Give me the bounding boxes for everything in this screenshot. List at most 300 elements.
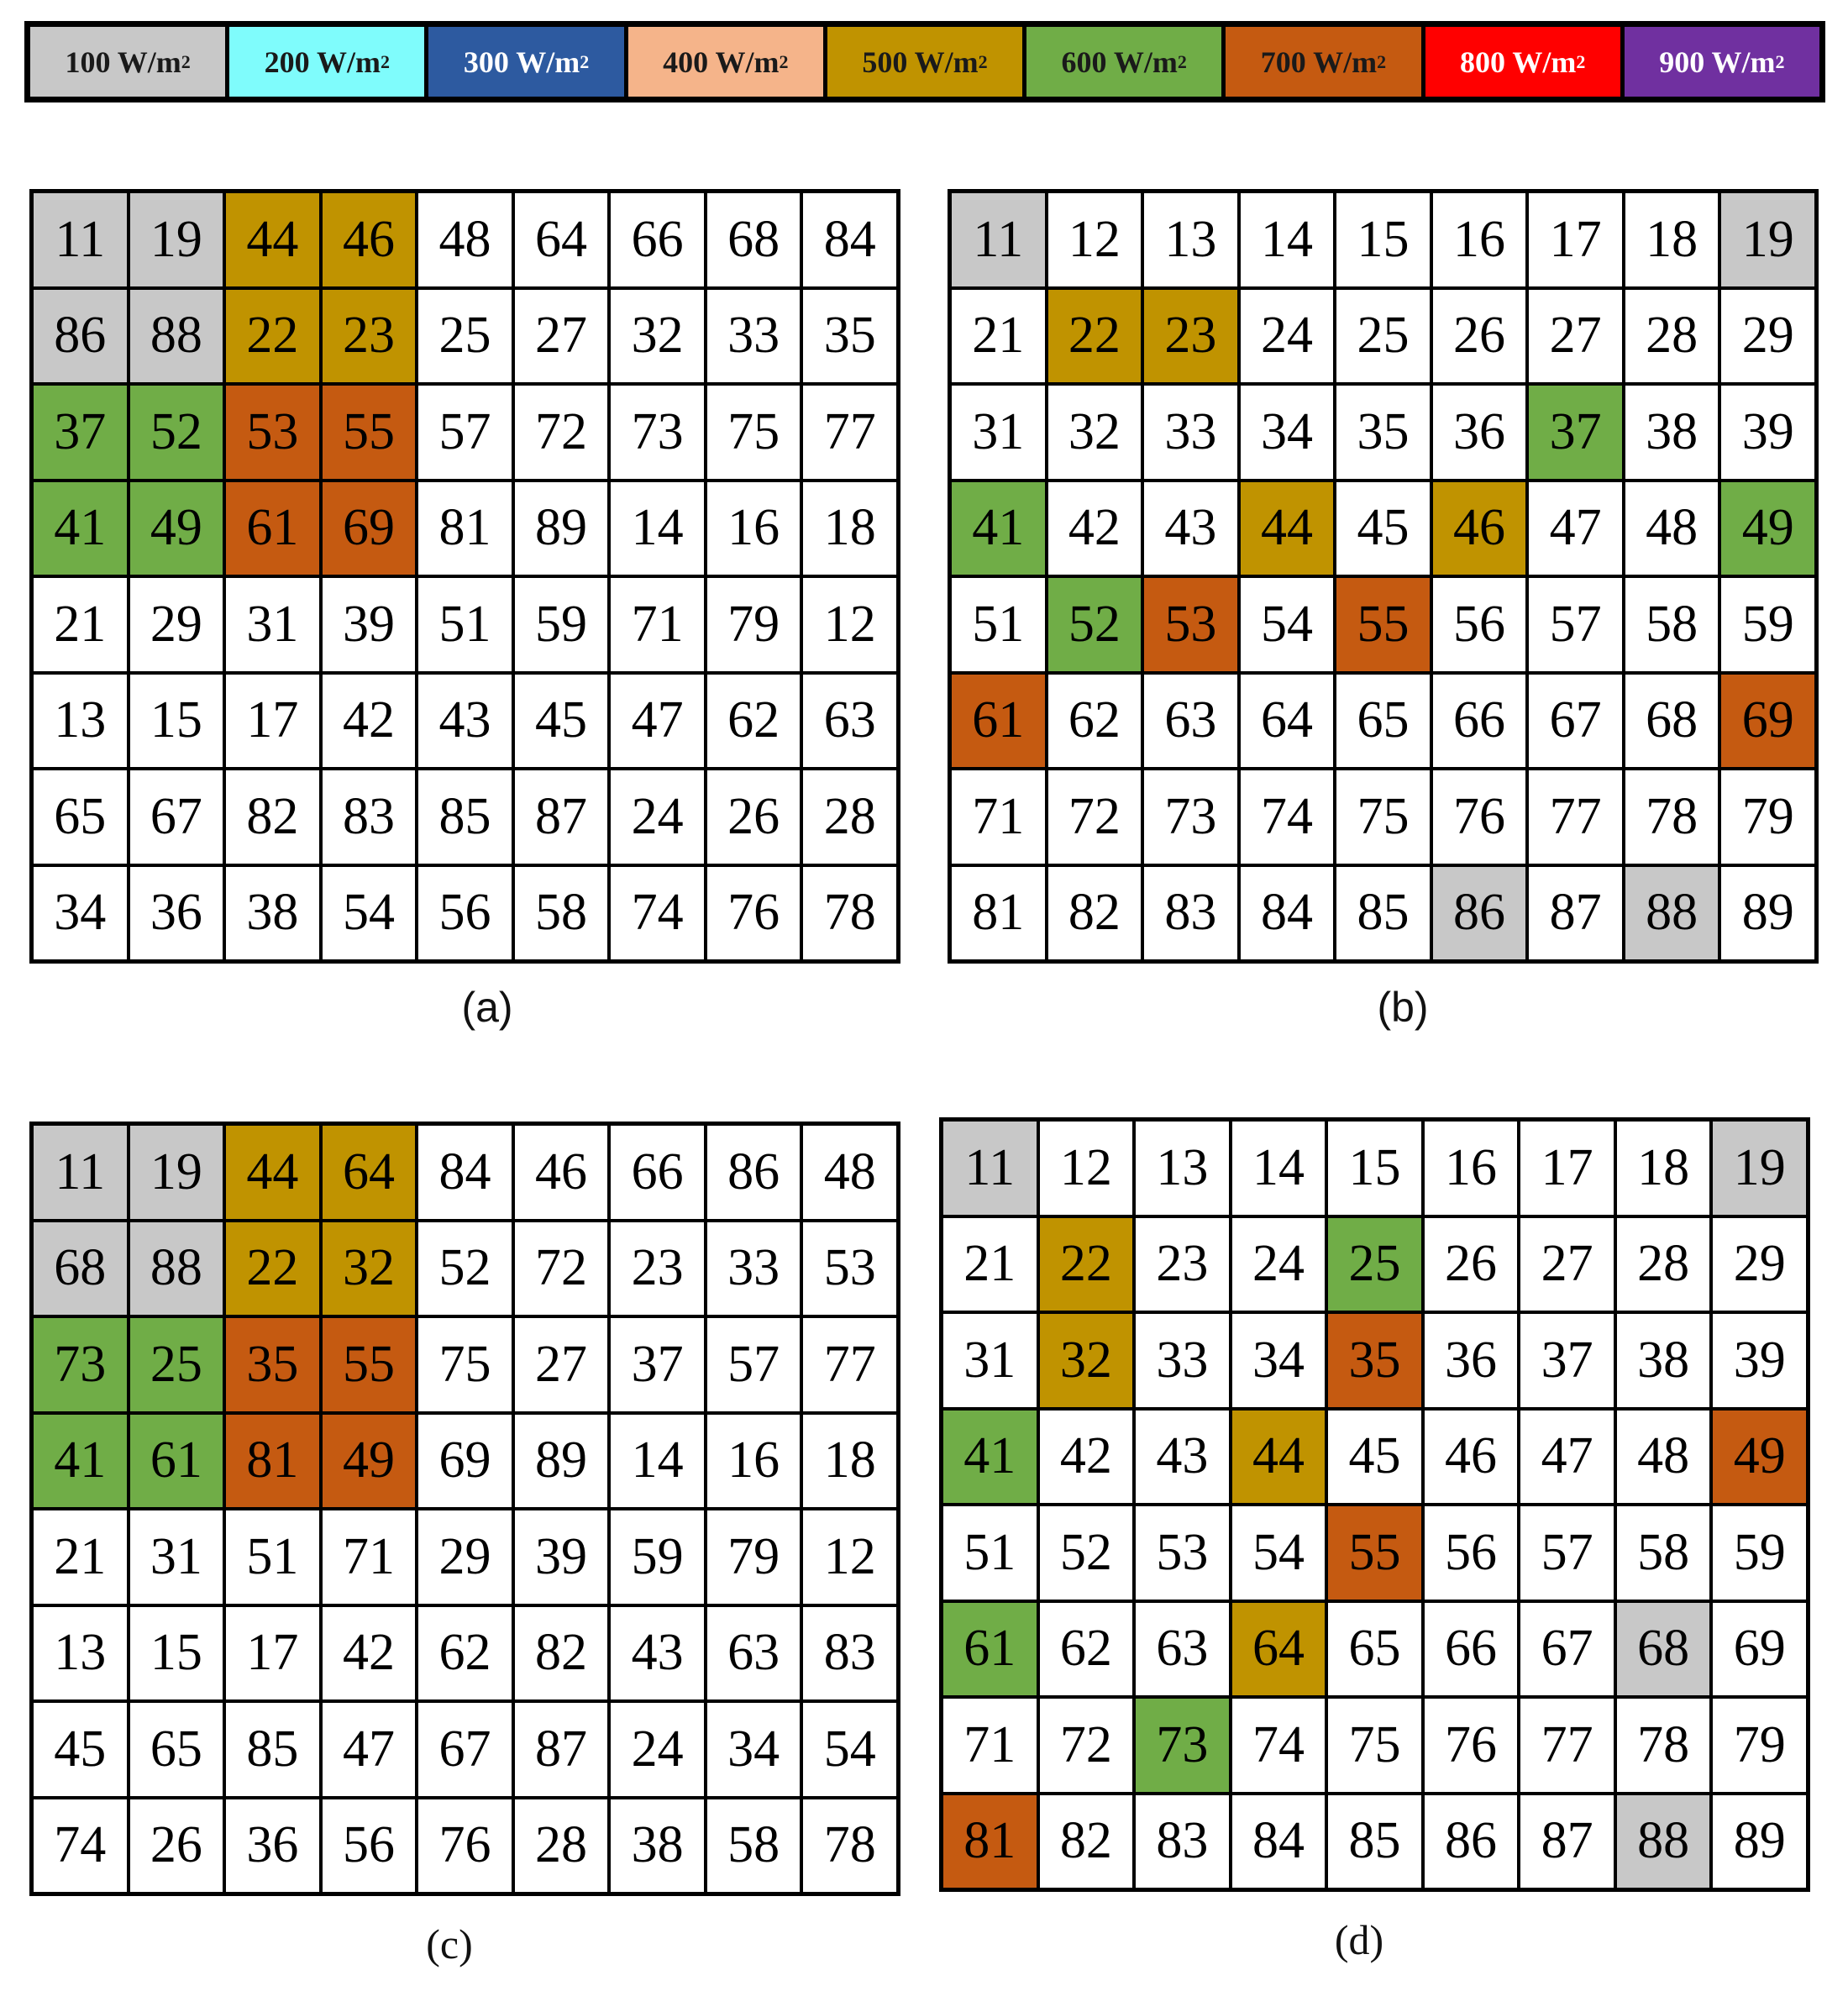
module-cell: 35 — [1336, 386, 1430, 479]
module-cell: 61 — [226, 482, 319, 575]
module-cell: 56 — [1425, 1506, 1518, 1600]
caption-b: (b) — [1377, 984, 1429, 1031]
module-cell: 27 — [1520, 1218, 1614, 1311]
module-cell: 45 — [1336, 482, 1430, 575]
legend-item: 200 W/m 2 — [229, 27, 424, 97]
module-cell: 58 — [707, 1799, 801, 1893]
module-cell: 68 — [1617, 1603, 1710, 1696]
module-cell: 16 — [1433, 193, 1526, 286]
module-cell: 69 — [418, 1415, 512, 1508]
module-cell: 18 — [1617, 1122, 1710, 1215]
module-cell: 43 — [418, 675, 512, 768]
legend-item: 700 W/m 2 — [1226, 27, 1420, 97]
module-cell: 88 — [1625, 867, 1719, 960]
module-cell: 76 — [1425, 1699, 1518, 1792]
module-cell: 86 — [34, 290, 127, 383]
module-cell: 72 — [1040, 1699, 1133, 1792]
module-cell: 33 — [1136, 1314, 1229, 1407]
legend-item: 600 W/m 2 — [1026, 27, 1221, 97]
panel-grid-d — [939, 1117, 1810, 1892]
module-cell: 33 — [1144, 386, 1237, 479]
module-cell: 65 — [130, 1703, 223, 1796]
module-cell: 31 — [943, 1314, 1037, 1407]
module-cell: 11 — [34, 1126, 127, 1219]
legend-label: 900 W/m — [1659, 45, 1776, 79]
module-cell: 78 — [1625, 770, 1719, 864]
module-cell: 71 — [611, 578, 704, 671]
module-cell: 69 — [1721, 675, 1814, 768]
module-cell: 61 — [952, 675, 1045, 768]
module-cell: 56 — [418, 867, 512, 960]
module-cell: 76 — [418, 1799, 512, 1893]
module-cell: 24 — [611, 770, 704, 864]
module-cell: 79 — [1721, 770, 1814, 864]
module-cell: 13 — [1144, 193, 1237, 286]
module-cell: 23 — [1136, 1218, 1229, 1311]
module-cell: 83 — [323, 770, 416, 864]
module-cell: 55 — [1336, 578, 1430, 671]
module-cell: 36 — [226, 1799, 319, 1893]
module-cell: 44 — [1241, 482, 1334, 575]
module-cell: 76 — [707, 867, 801, 960]
module-cell: 25 — [1336, 290, 1430, 383]
module-cell: 61 — [943, 1603, 1037, 1696]
module-cell: 31 — [952, 386, 1045, 479]
module-cell: 54 — [323, 867, 416, 960]
module-cell: 62 — [418, 1607, 512, 1700]
module-cell: 71 — [952, 770, 1045, 864]
module-cell: 19 — [1721, 193, 1814, 286]
module-cell: 89 — [1713, 1795, 1806, 1889]
module-cell: 82 — [1048, 867, 1142, 960]
module-cell: 85 — [418, 770, 512, 864]
module-cell: 19 — [130, 1126, 223, 1219]
module-cell: 23 — [323, 290, 416, 383]
module-cell: 51 — [418, 578, 512, 671]
module-cell: 77 — [1529, 770, 1622, 864]
module-cell: 64 — [515, 193, 608, 286]
module-cell: 75 — [418, 1318, 512, 1411]
module-cell: 88 — [1617, 1795, 1710, 1889]
module-cell: 55 — [1328, 1506, 1421, 1600]
module-cell: 42 — [1048, 482, 1142, 575]
module-cell: 17 — [226, 675, 319, 768]
module-cell: 66 — [611, 193, 704, 286]
module-cell: 57 — [1529, 578, 1622, 671]
module-cell: 81 — [226, 1415, 319, 1508]
module-cell: 37 — [1529, 386, 1622, 479]
module-cell: 72 — [515, 1222, 608, 1316]
module-cell: 37 — [34, 386, 127, 479]
module-cell: 34 — [707, 1703, 801, 1796]
module-cell: 67 — [1520, 1603, 1614, 1696]
module-cell: 81 — [418, 482, 512, 575]
module-cell: 77 — [803, 386, 896, 479]
module-cell: 11 — [943, 1122, 1037, 1215]
module-cell: 29 — [1713, 1218, 1806, 1311]
module-cell: 38 — [226, 867, 319, 960]
module-cell: 36 — [1433, 386, 1526, 479]
module-cell: 51 — [952, 578, 1045, 671]
module-cell: 46 — [1433, 482, 1526, 575]
module-cell: 62 — [1048, 675, 1142, 768]
module-cell: 63 — [707, 1607, 801, 1700]
module-cell: 17 — [1520, 1122, 1614, 1215]
legend-item: 500 W/m 2 — [827, 27, 1022, 97]
module-cell: 73 — [1136, 1699, 1229, 1792]
module-cell: 85 — [1336, 867, 1430, 960]
legend-label: 600 W/m — [1061, 45, 1178, 79]
module-cell: 46 — [515, 1126, 608, 1219]
module-cell: 86 — [707, 1126, 801, 1219]
module-cell: 59 — [1721, 578, 1814, 671]
module-cell: 29 — [130, 578, 223, 671]
module-cell: 54 — [1241, 578, 1334, 671]
module-cell: 45 — [515, 675, 608, 768]
module-cell: 18 — [1625, 193, 1719, 286]
module-cell: 64 — [1241, 675, 1334, 768]
module-cell: 66 — [1433, 675, 1526, 768]
module-cell: 21 — [34, 578, 127, 671]
module-cell: 84 — [418, 1126, 512, 1219]
module-cell: 13 — [1136, 1122, 1229, 1215]
module-cell: 53 — [226, 386, 319, 479]
legend-item: 400 W/m 2 — [628, 27, 823, 97]
module-cell: 47 — [611, 675, 704, 768]
module-cell: 47 — [323, 1703, 416, 1796]
module-cell: 53 — [1144, 578, 1237, 671]
module-cell: 74 — [611, 867, 704, 960]
module-cell: 17 — [226, 1607, 319, 1700]
module-cell: 35 — [1328, 1314, 1421, 1407]
module-cell: 55 — [323, 1318, 416, 1411]
module-cell: 38 — [1617, 1314, 1710, 1407]
module-cell: 39 — [323, 578, 416, 671]
module-cell: 84 — [1232, 1795, 1326, 1889]
caption-a: (a) — [461, 984, 513, 1031]
module-cell: 16 — [1425, 1122, 1518, 1215]
module-cell: 39 — [515, 1510, 608, 1604]
module-cell: 34 — [1241, 386, 1334, 479]
module-cell: 82 — [515, 1607, 608, 1700]
legend-label: 300 W/m — [463, 45, 580, 79]
module-cell: 66 — [1425, 1603, 1518, 1696]
module-cell: 48 — [803, 1126, 896, 1219]
module-cell: 78 — [803, 867, 896, 960]
module-cell: 63 — [803, 675, 896, 768]
module-cell: 18 — [803, 1415, 896, 1508]
module-cell: 68 — [707, 193, 801, 286]
module-cell: 75 — [707, 386, 801, 479]
module-cell: 83 — [1136, 1795, 1229, 1889]
panel-grid-b — [948, 189, 1819, 964]
module-cell: 44 — [1232, 1411, 1326, 1504]
module-cell: 57 — [1520, 1506, 1614, 1600]
module-cell: 82 — [226, 770, 319, 864]
module-cell: 76 — [1433, 770, 1526, 864]
module-cell: 25 — [418, 290, 512, 383]
module-cell: 26 — [1433, 290, 1526, 383]
module-cell: 12 — [803, 578, 896, 671]
module-cell: 75 — [1328, 1699, 1421, 1792]
module-cell: 43 — [1144, 482, 1237, 575]
module-cell: 14 — [1232, 1122, 1326, 1215]
module-cell: 52 — [130, 386, 223, 479]
module-cell: 19 — [1713, 1122, 1806, 1215]
module-cell: 74 — [1241, 770, 1334, 864]
module-cell: 89 — [515, 1415, 608, 1508]
module-cell: 63 — [1144, 675, 1237, 768]
module-cell: 22 — [226, 290, 319, 383]
module-cell: 77 — [1520, 1699, 1614, 1792]
module-cell: 53 — [803, 1222, 896, 1316]
module-cell: 52 — [1040, 1506, 1133, 1600]
module-cell: 13 — [34, 675, 127, 768]
module-cell: 78 — [1617, 1699, 1710, 1792]
module-cell: 59 — [515, 578, 608, 671]
module-cell: 58 — [515, 867, 608, 960]
legend-label: 800 W/m — [1459, 45, 1577, 79]
module-cell: 62 — [707, 675, 801, 768]
module-cell: 15 — [130, 1607, 223, 1700]
module-cell: 61 — [130, 1415, 223, 1508]
module-cell: 41 — [943, 1411, 1037, 1504]
module-cell: 44 — [226, 1126, 319, 1219]
module-cell: 79 — [1713, 1699, 1806, 1792]
legend-item: 300 W/m 2 — [428, 27, 623, 97]
module-cell: 78 — [803, 1799, 896, 1893]
module-cell: 87 — [1529, 867, 1622, 960]
module-cell: 87 — [515, 770, 608, 864]
module-cell: 42 — [323, 1607, 416, 1700]
module-cell: 86 — [1433, 867, 1526, 960]
module-cell: 65 — [1328, 1603, 1421, 1696]
module-cell: 57 — [707, 1318, 801, 1411]
module-cell: 51 — [226, 1510, 319, 1604]
module-cell: 37 — [1520, 1314, 1614, 1407]
module-cell: 49 — [130, 482, 223, 575]
module-cell: 67 — [1529, 675, 1622, 768]
module-cell: 15 — [130, 675, 223, 768]
module-cell: 67 — [418, 1703, 512, 1796]
module-cell: 32 — [611, 290, 704, 383]
module-cell: 35 — [803, 290, 896, 383]
module-cell: 31 — [130, 1510, 223, 1604]
module-cell: 69 — [323, 482, 416, 575]
module-cell: 14 — [1241, 193, 1334, 286]
module-cell: 32 — [323, 1222, 416, 1316]
module-cell: 24 — [1232, 1218, 1326, 1311]
module-cell: 89 — [515, 482, 608, 575]
module-cell: 22 — [1040, 1218, 1133, 1311]
module-cell: 32 — [1048, 386, 1142, 479]
module-cell: 79 — [707, 1510, 801, 1604]
module-cell: 45 — [34, 1703, 127, 1796]
module-cell: 73 — [611, 386, 704, 479]
module-cell: 43 — [611, 1607, 704, 1700]
module-cell: 39 — [1713, 1314, 1806, 1407]
module-cell: 48 — [1625, 482, 1719, 575]
caption-d: (d) — [1334, 1916, 1384, 1963]
module-cell: 49 — [1713, 1411, 1806, 1504]
module-cell: 33 — [707, 1222, 801, 1316]
module-cell: 22 — [226, 1222, 319, 1316]
module-cell: 12 — [1048, 193, 1142, 286]
module-cell: 71 — [943, 1699, 1037, 1792]
module-cell: 72 — [1048, 770, 1142, 864]
module-cell: 64 — [1232, 1603, 1326, 1696]
module-cell: 46 — [323, 193, 416, 286]
module-cell: 18 — [803, 482, 896, 575]
module-cell: 26 — [130, 1799, 223, 1893]
legend-item: 800 W/m 2 — [1425, 27, 1620, 97]
module-cell: 84 — [803, 193, 896, 286]
module-cell: 41 — [952, 482, 1045, 575]
module-cell: 35 — [226, 1318, 319, 1411]
module-cell: 56 — [323, 1799, 416, 1893]
module-cell: 32 — [1040, 1314, 1133, 1407]
module-cell: 73 — [34, 1318, 127, 1411]
module-cell: 36 — [130, 867, 223, 960]
module-cell: 31 — [226, 578, 319, 671]
module-cell: 29 — [418, 1510, 512, 1604]
module-cell: 54 — [803, 1703, 896, 1796]
caption-c: (c) — [426, 1920, 473, 1967]
module-cell: 41 — [34, 482, 127, 575]
module-cell: 83 — [1144, 867, 1237, 960]
module-cell: 77 — [803, 1318, 896, 1411]
module-cell: 49 — [323, 1415, 416, 1508]
module-cell: 33 — [707, 290, 801, 383]
module-cell: 86 — [1425, 1795, 1518, 1889]
legend-label: 400 W/m — [663, 45, 780, 79]
module-cell: 44 — [226, 193, 319, 286]
module-cell: 23 — [1144, 290, 1237, 383]
module-cell: 67 — [130, 770, 223, 864]
module-cell: 12 — [803, 1510, 896, 1604]
module-cell: 88 — [130, 1222, 223, 1316]
module-cell: 73 — [1144, 770, 1237, 864]
module-cell: 15 — [1328, 1122, 1421, 1215]
module-cell: 27 — [515, 290, 608, 383]
module-cell: 25 — [130, 1318, 223, 1411]
module-cell: 56 — [1433, 578, 1526, 671]
module-cell: 65 — [34, 770, 127, 864]
module-cell: 38 — [1625, 386, 1719, 479]
module-cell: 21 — [943, 1218, 1037, 1311]
module-cell: 41 — [34, 1415, 127, 1508]
module-cell: 14 — [611, 482, 704, 575]
module-cell: 29 — [1721, 290, 1814, 383]
legend-label: 700 W/m — [1260, 45, 1378, 79]
module-cell: 72 — [515, 386, 608, 479]
module-cell: 22 — [1048, 290, 1142, 383]
module-cell: 51 — [943, 1506, 1037, 1600]
module-cell: 27 — [515, 1318, 608, 1411]
panel-grid-c — [29, 1122, 900, 1896]
module-cell: 28 — [1625, 290, 1719, 383]
module-cell: 28 — [803, 770, 896, 864]
module-cell: 36 — [1425, 1314, 1518, 1407]
module-cell: 13 — [34, 1607, 127, 1700]
module-cell: 42 — [1040, 1411, 1133, 1504]
module-cell: 17 — [1529, 193, 1622, 286]
module-cell: 71 — [323, 1510, 416, 1604]
module-cell: 85 — [1328, 1795, 1421, 1889]
module-cell: 14 — [611, 1415, 704, 1508]
module-cell: 15 — [1336, 193, 1430, 286]
module-cell: 58 — [1617, 1506, 1710, 1600]
legend-label: 200 W/m — [264, 45, 381, 79]
module-cell: 88 — [130, 290, 223, 383]
module-cell: 79 — [707, 578, 801, 671]
module-cell: 47 — [1520, 1411, 1614, 1504]
module-cell: 48 — [418, 193, 512, 286]
module-cell: 34 — [1232, 1314, 1326, 1407]
module-cell: 74 — [1232, 1699, 1326, 1792]
module-cell: 11 — [34, 193, 127, 286]
module-cell: 21 — [952, 290, 1045, 383]
legend-label: 500 W/m — [862, 45, 979, 79]
module-cell: 53 — [1136, 1506, 1229, 1600]
module-cell: 26 — [707, 770, 801, 864]
module-cell: 26 — [1425, 1218, 1518, 1311]
module-cell: 34 — [34, 867, 127, 960]
module-cell: 74 — [34, 1799, 127, 1893]
module-cell: 62 — [1040, 1603, 1133, 1696]
module-cell: 84 — [1241, 867, 1334, 960]
module-cell: 46 — [1425, 1411, 1518, 1504]
legend-item: 900 W/m 2 — [1625, 27, 1819, 97]
module-cell: 75 — [1336, 770, 1430, 864]
module-cell: 12 — [1040, 1122, 1133, 1215]
legend-item: 100 W/m 2 — [30, 27, 225, 97]
module-cell: 59 — [611, 1510, 704, 1604]
module-cell: 38 — [611, 1799, 704, 1893]
module-cell: 59 — [1713, 1506, 1806, 1600]
module-cell: 81 — [952, 867, 1045, 960]
module-cell: 57 — [418, 386, 512, 479]
module-cell: 83 — [803, 1607, 896, 1700]
module-cell: 45 — [1328, 1411, 1421, 1504]
module-cell: 28 — [1617, 1218, 1710, 1311]
module-cell: 27 — [1529, 290, 1622, 383]
module-cell: 58 — [1625, 578, 1719, 671]
module-cell: 16 — [707, 1415, 801, 1508]
module-cell: 85 — [226, 1703, 319, 1796]
module-cell: 16 — [707, 482, 801, 575]
module-cell: 42 — [323, 675, 416, 768]
module-cell: 37 — [611, 1318, 704, 1411]
module-cell: 28 — [515, 1799, 608, 1893]
irradiance-legend — [24, 21, 1825, 102]
module-cell: 87 — [1520, 1795, 1614, 1889]
module-cell: 63 — [1136, 1603, 1229, 1696]
module-cell: 65 — [1336, 675, 1430, 768]
module-cell: 81 — [943, 1795, 1037, 1889]
module-cell: 43 — [1136, 1411, 1229, 1504]
module-cell: 82 — [1040, 1795, 1133, 1889]
legend-label: 100 W/m — [65, 45, 181, 79]
module-cell: 52 — [418, 1222, 512, 1316]
module-cell: 48 — [1617, 1411, 1710, 1504]
module-cell: 89 — [1721, 867, 1814, 960]
module-cell: 64 — [323, 1126, 416, 1219]
module-cell: 49 — [1721, 482, 1814, 575]
module-cell: 47 — [1529, 482, 1622, 575]
module-cell: 55 — [323, 386, 416, 479]
module-cell: 11 — [952, 193, 1045, 286]
